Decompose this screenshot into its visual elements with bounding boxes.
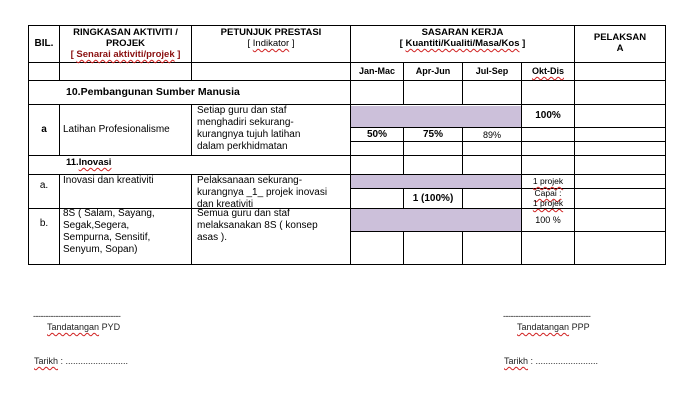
header-pelaksana bbox=[575, 32, 665, 54]
item-bil: a bbox=[41, 124, 47, 135]
header-bil: BIL. bbox=[34, 38, 54, 49]
date-label: Tarikh bbox=[504, 356, 529, 366]
rule bbox=[28, 80, 666, 81]
indicator-line: melaksanakan 8S ( konsep bbox=[197, 220, 318, 231]
header-sasaran-line1: SASARAN KERJA bbox=[421, 27, 504, 38]
target-bar-inovasi bbox=[351, 175, 521, 188]
signature-label bbox=[33, 322, 120, 333]
signature-role: PPP bbox=[569, 322, 590, 332]
bracket: ] bbox=[174, 49, 181, 60]
indicator-line: Pelaksanaan sekurang- bbox=[197, 175, 303, 186]
rule bbox=[350, 188, 666, 189]
rule bbox=[191, 104, 192, 155]
header-petunjuk bbox=[192, 27, 350, 49]
target-okt-dis bbox=[522, 175, 574, 187]
item-activity: Inovasi dan kreativiti bbox=[63, 175, 154, 186]
petunjuk-sub-text: Indikator bbox=[252, 38, 290, 49]
rule bbox=[59, 174, 60, 265]
header-ringkasan-sub bbox=[60, 49, 191, 60]
section-title: 10.Pembangunan Sumber Manusia bbox=[66, 86, 240, 98]
bracket: [ bbox=[247, 38, 253, 49]
header-ringkasan-line2: PROJEK bbox=[105, 38, 146, 49]
header-sasaran-sub bbox=[351, 38, 574, 49]
rule bbox=[28, 264, 666, 265]
bracket: [ bbox=[70, 49, 77, 60]
header-petunjuk-sub bbox=[192, 38, 350, 49]
indicator-line: Semua guru dan staf bbox=[197, 208, 290, 219]
date-ppp bbox=[504, 356, 598, 367]
target-okt-dis: 100 % bbox=[535, 215, 561, 225]
activity-line: Sempurna, Sensitif, bbox=[63, 232, 151, 243]
item-indicator bbox=[197, 175, 350, 211]
header-pelaksana-line1: PELAKSAN bbox=[593, 32, 647, 43]
rule bbox=[350, 127, 666, 128]
rule bbox=[350, 231, 666, 232]
bracket: ] bbox=[289, 38, 295, 49]
signature-ppp bbox=[503, 311, 590, 333]
rule bbox=[521, 62, 522, 265]
quarter-apr-jun: Apr-Jun bbox=[415, 66, 451, 76]
signature-pyd bbox=[33, 311, 120, 333]
rule bbox=[59, 104, 60, 155]
signature-line: ----------------------------------- bbox=[503, 311, 591, 321]
ringkasan-sub-text: Senarai aktiviti/projek bbox=[76, 49, 175, 60]
bracket: ] bbox=[519, 38, 526, 49]
date-pyd bbox=[34, 356, 128, 367]
achieved-line: 1 projek bbox=[532, 198, 564, 208]
achieved-jul-sep: 89% bbox=[482, 130, 501, 140]
bracket: [ bbox=[399, 38, 406, 49]
quarter-okt-dis bbox=[522, 65, 574, 77]
section-title-text: Inovasi bbox=[78, 157, 112, 168]
item-bil: b. bbox=[39, 218, 49, 229]
achieved-okt-dis bbox=[522, 188, 574, 208]
indicator-line: Setiap guru dan staf bbox=[197, 105, 287, 116]
item-activity: Latihan Profesionalisme bbox=[63, 124, 170, 135]
signature-role: PYD bbox=[99, 322, 121, 332]
achieved-line: Capai : bbox=[534, 188, 562, 198]
header-ringkasan-line1: RINGKASAN AKTIVITI / bbox=[73, 27, 178, 38]
signature-line: ----------------------------------- bbox=[33, 311, 121, 321]
item-indicator bbox=[197, 105, 350, 153]
quarter-okt-dis-text: Okt-Dis bbox=[531, 66, 564, 76]
header-ringkasan bbox=[60, 27, 191, 60]
target-text: 1 projek bbox=[532, 176, 564, 186]
item-bil: a. bbox=[39, 180, 49, 191]
target-bar-8s bbox=[351, 209, 521, 231]
rule bbox=[28, 25, 666, 26]
indicator-line: asas ). bbox=[197, 232, 228, 243]
rule bbox=[350, 141, 666, 142]
rule bbox=[28, 62, 666, 63]
signature-label-word: Tandatangan bbox=[47, 322, 100, 332]
indicator-line: dalam perkhidmatan bbox=[197, 141, 288, 152]
sasaran-sub-text: Kuantiti/Kualiti/Masa/Kos bbox=[405, 38, 520, 49]
rule bbox=[462, 231, 463, 265]
rule bbox=[574, 25, 575, 265]
rule bbox=[403, 231, 404, 265]
signature-label bbox=[503, 322, 590, 333]
item-activity bbox=[63, 208, 191, 256]
indicator-line: menghadiri sekurang- bbox=[197, 117, 294, 128]
signature-label-word: Tandatangan bbox=[517, 322, 570, 332]
target-bar-latihan bbox=[351, 106, 521, 127]
rule bbox=[350, 25, 351, 265]
quarter-jul-sep: Jul-Sep bbox=[475, 66, 509, 76]
header-sasaran bbox=[351, 27, 574, 49]
indicator-line: dan kreativiti bbox=[197, 199, 254, 210]
rule bbox=[28, 155, 666, 156]
achieved-apr-jun: 1 (100%) bbox=[412, 193, 454, 204]
header-pelaksana-line2: A bbox=[616, 43, 624, 54]
achieved-jan-mac: 50% bbox=[366, 129, 387, 140]
target-okt-dis: 100% bbox=[535, 110, 561, 121]
rule bbox=[462, 188, 463, 208]
header-petunjuk-line1: PETUNJUK PRESTASI bbox=[220, 27, 322, 38]
activity-line: Segak,Segera, bbox=[63, 220, 130, 231]
item-indicator bbox=[197, 208, 350, 244]
achieved-apr-jun: 75% bbox=[422, 129, 443, 140]
indicator-line: kurangnya _1_ projek inovasi bbox=[197, 187, 328, 198]
rule bbox=[665, 25, 666, 265]
date-blank: : ......................... bbox=[528, 356, 599, 366]
activity-line: Senyum, Sopan) bbox=[63, 244, 138, 255]
activity-line: 8S ( Salam, Sayang, bbox=[63, 208, 155, 219]
quarter-jan-mac: Jan-Mac bbox=[358, 66, 395, 76]
rule bbox=[191, 174, 192, 265]
section-number: 11. bbox=[66, 157, 79, 168]
date-blank: : ......................... bbox=[58, 356, 129, 366]
indicator-line: kurangnya tujuh latihan bbox=[197, 129, 301, 140]
section-title bbox=[66, 157, 350, 169]
date-label: Tarikh bbox=[34, 356, 59, 366]
